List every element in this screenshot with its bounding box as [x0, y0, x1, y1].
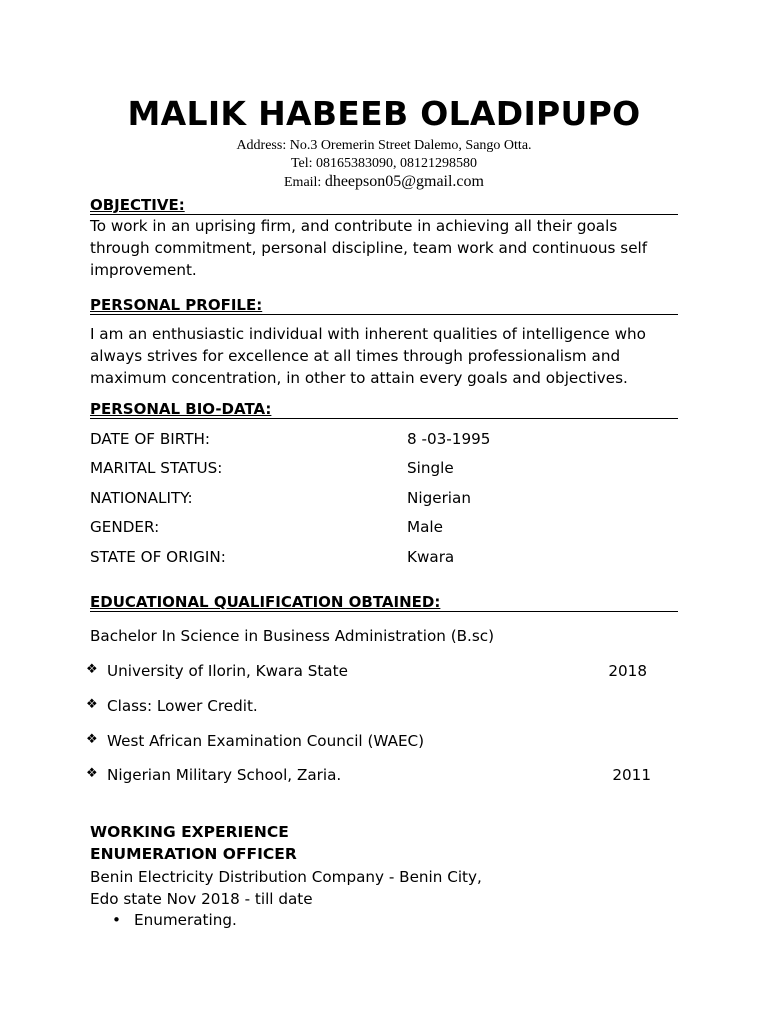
objective-line: improvement.	[90, 261, 197, 279]
biodata-heading	[90, 400, 678, 419]
address-line: Address: No.3 Oremerin Street Dalemo, Sango Otta.	[236, 138, 532, 153]
education-item	[86, 732, 651, 752]
education-item-text: West African Examination Council (WAEC)	[107, 732, 425, 750]
work-heading: WORKING EXPERIENCE	[90, 823, 289, 841]
biodata-label: STATE OF ORIGIN:	[90, 548, 226, 566]
biodata-value: Nigerian	[407, 489, 471, 507]
objective-line: through commitment, personal discipline, team work and continuous self	[90, 239, 648, 257]
degree-title: Bachelor In Science in Business Administration (B.sc)	[90, 627, 495, 645]
biodata-value: 8 -03-1995	[407, 430, 491, 448]
biodata-row	[90, 548, 650, 568]
biodata-value: Single	[407, 459, 454, 477]
education-item-text: University of Ilorin, Kwara State	[107, 662, 348, 680]
biodata-row	[90, 459, 650, 479]
biodata-row	[90, 430, 650, 450]
education-item-year: 2011	[612, 766, 651, 784]
biodata-value: Male	[407, 518, 443, 536]
profile-line: I am an enthusiastic individual with inherent qualities of intelligence who	[90, 325, 646, 343]
education-item	[86, 766, 651, 786]
biodata-label: GENDER:	[90, 518, 160, 536]
telephone-line: Tel: 08165383090, 08121298580	[290, 156, 478, 171]
profile-heading-text: PERSONAL PROFILE:	[90, 296, 263, 314]
profile-heading	[90, 296, 678, 315]
biodata-row	[90, 518, 650, 538]
email-label: Email:	[284, 175, 325, 190]
biodata-row	[90, 489, 650, 509]
duty-text: Enumerating.	[134, 911, 237, 929]
education-item-text: Class: Lower Credit.	[107, 697, 258, 715]
education-item	[86, 662, 651, 682]
applicant-name: MALIK HABEEB OLADIPUPO	[127, 94, 641, 133]
diamond-bullet-icon: ❖	[86, 766, 98, 781]
profile-text	[90, 323, 680, 389]
education-item-year: 2018	[608, 662, 647, 680]
biodata-label: DATE OF BIRTH:	[90, 430, 211, 448]
objective-line: To work in an uprising firm, and contribute in achieving all their goals	[90, 217, 618, 235]
email-line	[0, 174, 768, 191]
email-address: dheepson05@gmail.com	[324, 173, 484, 190]
education-heading	[90, 593, 678, 612]
biodata-value: Kwara	[407, 548, 455, 566]
profile-line: maximum concentration, in other to attain every goals and objectives.	[90, 369, 628, 387]
education-heading-text: EDUCATIONAL QUALIFICATION OBTAINED:	[90, 593, 441, 611]
biodata-label: MARITAL STATUS:	[90, 459, 223, 477]
objective-heading-text: OBJECTIVE:	[90, 196, 185, 214]
education-item	[86, 697, 651, 717]
diamond-bullet-icon: ❖	[86, 697, 98, 712]
biodata-label: NATIONALITY:	[90, 489, 193, 507]
objective-heading	[90, 196, 678, 215]
bullet-dot-icon: •	[112, 911, 121, 929]
diamond-bullet-icon: ❖	[86, 662, 98, 677]
profile-line: always strives for excellence at all times through professionalism and	[90, 347, 621, 365]
education-item-text: Nigerian Military School, Zaria.	[107, 766, 342, 784]
work-company: Benin Electricity Distribution Company - Benin City,	[90, 868, 482, 886]
objective-text	[90, 215, 680, 281]
work-role: ENUMERATION OFFICER	[90, 845, 297, 863]
diamond-bullet-icon: ❖	[86, 732, 98, 747]
work-period: Edo state Nov 2018 - till date	[90, 890, 313, 908]
biodata-heading-text: PERSONAL BIO-DATA:	[90, 400, 272, 418]
